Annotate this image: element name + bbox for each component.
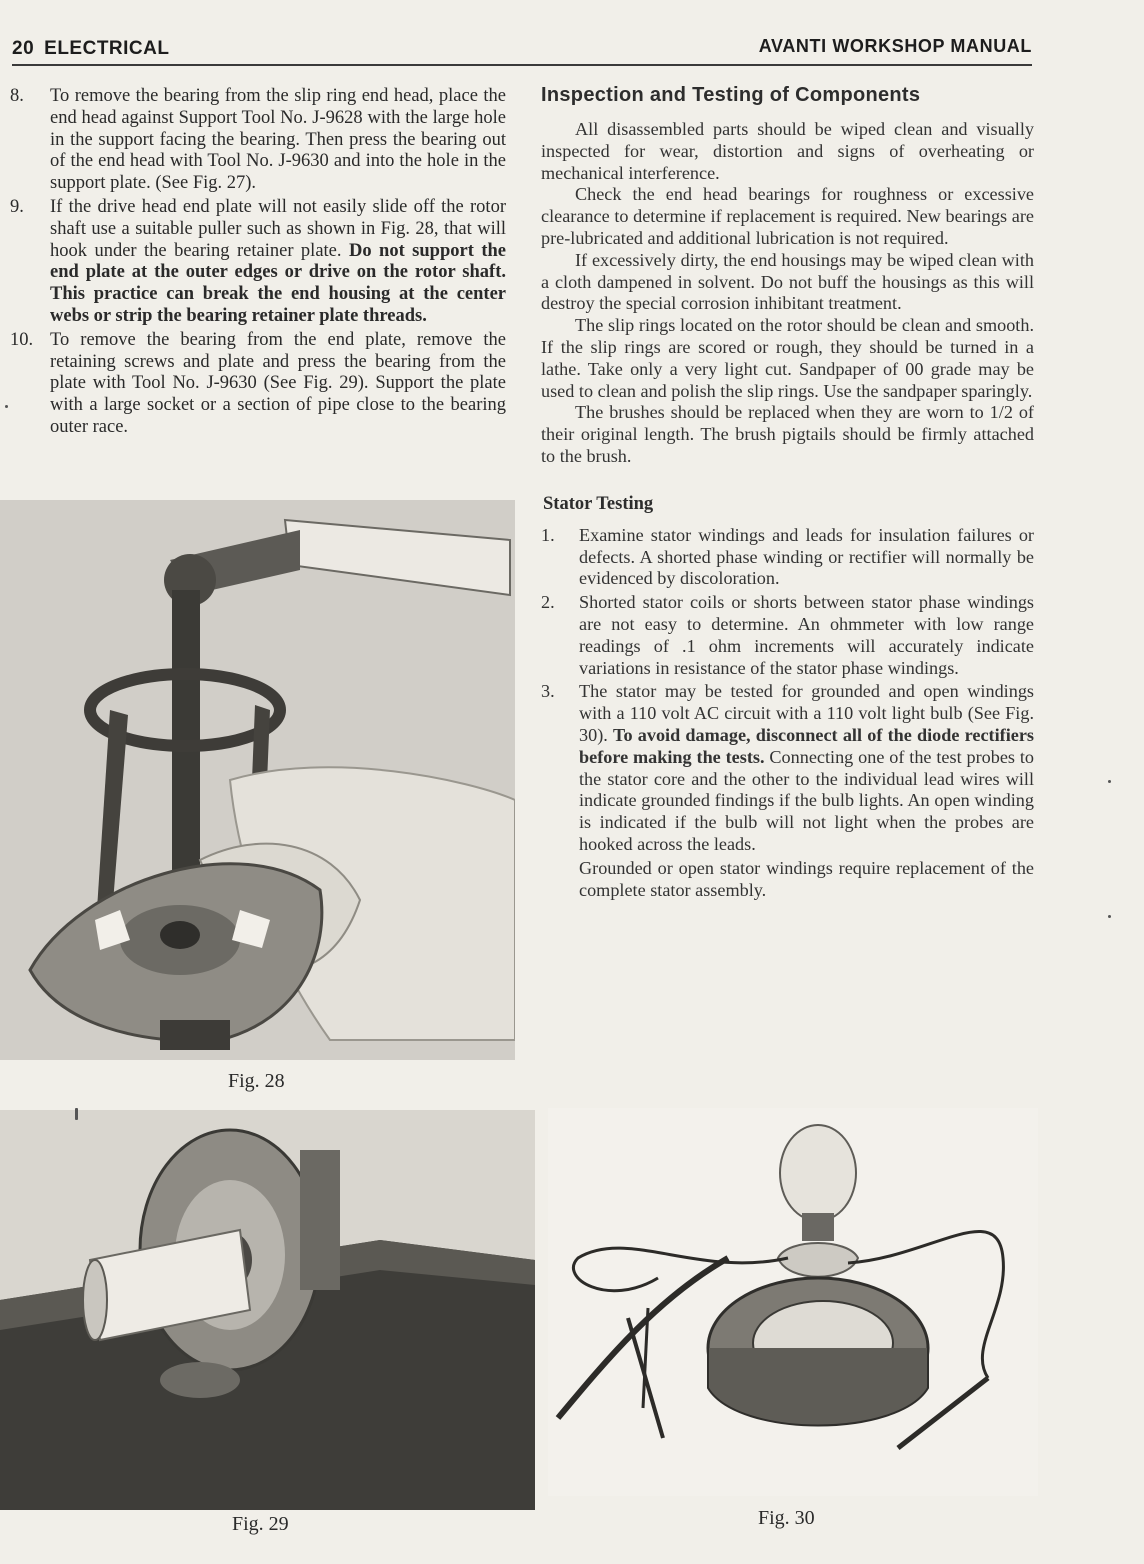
fig-30-caption: Fig. 30	[758, 1507, 815, 1529]
inspection-paragraph: All disassembled parts should be wiped clean and visually inspected for wear, distortion and signs of overheating or mechanical interference.	[541, 119, 1034, 183]
scan-speck	[5, 405, 8, 408]
step-warning: To avoid damage, disconnect all of the diode rectifiers before making the tests.	[579, 724, 1034, 767]
stator-test-photo	[548, 1108, 1038, 1496]
scan-speck	[75, 1108, 78, 1120]
step-text: To remove the bearing from the end plate, remove the retaining screws and plate and press the bearing from the plate with Tool No. J-9630 (See Fig. 29). Support the plate with a large socket or a section of pipe close to the bearing outer race.	[50, 329, 506, 437]
step-text: The stator may be tested for grounded and open windings with a 110 volt AC circuit with a 110 volt light bulb (See Fig. 30).	[579, 681, 1034, 745]
right-column	[541, 84, 1034, 901]
step-number: 9.	[10, 196, 24, 217]
stator-closing: Grounded or open stator windings require replacement of the complete stator assembly.	[579, 857, 1034, 900]
fig-28-caption: Fig. 28	[228, 1070, 285, 1092]
header-rule	[12, 64, 1032, 66]
scan-speck	[1108, 915, 1111, 918]
step-number: 8.	[10, 86, 24, 106]
step-10	[10, 330, 506, 439]
step-text: Examine stator windings and leads for insulation failures or defects. A shorted phase winding or rectifier will normally be evidenced by discoloration.	[579, 524, 1034, 589]
inspection-paragraph: Check the end head bearings for roughness or excessive clearance to determine if replacement is required. New bearings are pre-lubricated and additional lubrication is not required.	[541, 184, 1034, 248]
step-text: To remove the bearing from the slip ring end head, place the end head against Support Tool No. J-9628 with the large hole in the support facing the bearing. Then press the bearing out of the end head with Tool No. J-9630 and into the hole in the support plate. (See Fig. 27).	[50, 86, 506, 194]
inspection-paragraph: The brushes should be replaced when they are worn to 1/2 of their original length. The brush pigtails should be firmly attached to the brush.	[541, 402, 1034, 466]
stator-step-1	[541, 525, 1034, 590]
step-8	[10, 86, 506, 195]
removal-steps	[10, 86, 506, 439]
header-left	[12, 38, 169, 60]
stator-heading: Stator Testing	[543, 493, 654, 514]
step-number: 2.	[541, 592, 555, 613]
step-number: 10.	[10, 329, 34, 350]
step-text: Shorted stator coils or shorts between stator phase windings are not easy to determine. An ohmmeter with low range readings of .1 ohm increments will accurately indicate variations in resistance of the stator phase windings.	[579, 592, 1034, 678]
fig-29-caption: Fig. 29	[232, 1513, 289, 1535]
section-name: ELECTRICAL	[44, 38, 170, 59]
stator-step-2	[541, 592, 1034, 679]
fig-28-photo	[0, 500, 515, 1060]
left-column	[10, 86, 506, 439]
step-warning: Do not support the end plate at the outer edges or drive on the rotor shaft. This practice can break the end housing at the center webs or strip the bearing retainer plate threads.	[50, 240, 506, 326]
page-header	[12, 34, 1032, 68]
fig-29-photo	[0, 1110, 535, 1510]
scan-speck	[1108, 780, 1111, 783]
step-number: 3.	[541, 681, 555, 702]
stator-step-3	[541, 681, 1034, 855]
step-9	[10, 197, 506, 328]
step-text: If the drive head end plate will not easily slide off the rotor shaft use a suitable puller such as shown in Fig. 28, that will hook under the bearing retainer plate.	[50, 196, 506, 261]
puller-photo	[0, 500, 515, 1060]
inspection-heading: Inspection and Testing of Components	[541, 84, 921, 106]
page-number: 20	[12, 38, 35, 59]
step-number: 1.	[541, 524, 555, 545]
inspection-paragraph: If excessively dirty, the end housings may be wiped clean with a cloth dampened in solvent. Do not buff the housings as this will destroy the special corrosion inhibitant treatment.	[541, 249, 1034, 314]
step-text-continued: Connecting one of the test probes to the stator core and the other to the individual lead wires will indicate grounded findings if the bulb lights. An open winding is indicated if the bulb will not light when the probes are hooked across the leads.	[579, 746, 1034, 854]
stator-steps	[541, 525, 1034, 856]
fig-30-photo	[548, 1108, 1038, 1496]
inspection-paragraph: The slip rings located on the rotor should be clean and smooth. If the slip rings are scored or rough, they should be turned in a lathe. Take only a very light cut. Sandpaper of 00 grade may be used to clean and polish the slip rings. Use the sandpaper sparingly.	[541, 315, 1034, 401]
bearing-press-photo	[0, 1110, 535, 1510]
manual-title: AVANTI WORKSHOP MANUAL	[758, 36, 1032, 56]
